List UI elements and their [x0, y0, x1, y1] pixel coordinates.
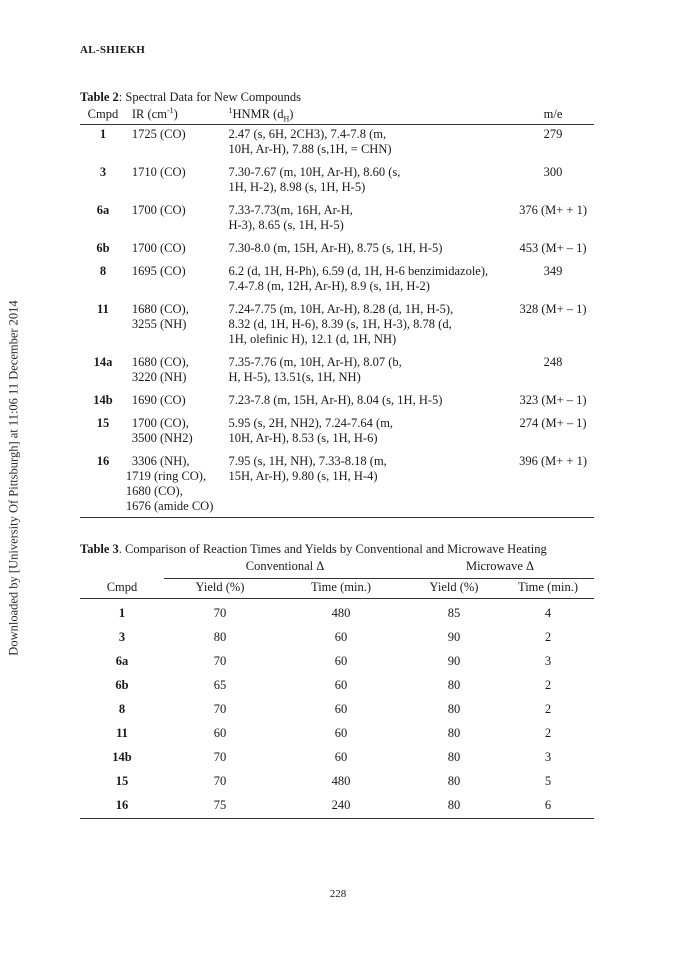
hnmr-header-close: ) — [289, 107, 294, 121]
table3-row — [80, 674, 594, 698]
cell-conv-time: 60 — [334, 630, 348, 644]
running-head: AL-SHIEKH — [80, 44, 146, 56]
hnmr-line: 6.2 (d, 1H, H-Ph), 6.59 (d, 1H, H-6 benzimidazole), — [228, 264, 489, 278]
cell-conv-time: 60 — [334, 702, 348, 716]
table2-header-row — [80, 106, 594, 125]
ir-line: 1690 (CO) — [131, 393, 186, 407]
table3-group-row — [80, 558, 594, 579]
ir-line: 1700 (CO), — [131, 416, 189, 430]
cell-conv-yield: 70 — [213, 702, 227, 716]
hnmr-header-text: HNMR (d — [232, 107, 284, 121]
cell-conv-yield: 60 — [213, 726, 227, 740]
cell-mw-yield: 90 — [447, 654, 461, 668]
cell-cmpd: 6a — [115, 654, 129, 668]
ir-line: 1680 (CO), — [125, 484, 183, 498]
cell-cmpd: 6b — [115, 678, 129, 692]
hnmr-line: 7.24-7.75 (m, 10H, Ar-H), 8.28 (d, 1H, H-5), — [228, 302, 454, 316]
table3-header-row — [80, 579, 594, 599]
cell-conv-yield: 75 — [164, 794, 276, 819]
ir-line: 1700 (CO) — [131, 203, 186, 217]
ir-line: 1695 (CO) — [131, 264, 186, 278]
cell-mw-time: 6 — [502, 794, 594, 819]
cell-cmpd: 15 — [115, 774, 129, 788]
cell-hnmr — [224, 302, 512, 355]
table2-caption-label: Table 2 — [80, 90, 119, 104]
hnmr-line: 7.4-7.8 (m, 12H, Ar-H), 8.9 (s, 1H, H-2) — [228, 279, 430, 293]
ir-line: 1680 (CO), — [131, 302, 189, 316]
ir-line: 1680 (CO), — [131, 355, 189, 369]
cell-cmpd: 16 — [80, 454, 126, 518]
cell-cmpd: 15 — [96, 416, 110, 430]
ir-line: 1676 (amide CO) — [125, 499, 214, 513]
col-header-cmpd: Cmpd — [80, 106, 126, 125]
page-number: 228 — [329, 888, 347, 900]
cell-mw-yield: 80 — [447, 678, 461, 692]
cell-hnmr — [224, 203, 512, 241]
cell-me: 376 (M+ + 1) — [519, 203, 587, 217]
cell-mw-time: 2 — [544, 702, 552, 716]
col-header-me: m/e — [512, 106, 594, 125]
cell-conv-time: 60 — [334, 726, 348, 740]
cell-conv-yield: 70 — [213, 654, 227, 668]
group-microwave: Microwave Δ — [406, 558, 594, 579]
table2-row — [80, 454, 594, 518]
cell-mw-time: 3 — [544, 654, 552, 668]
cell-ir — [126, 203, 225, 241]
cell-mw-yield: 90 — [447, 630, 461, 644]
cell-mw-time: 2 — [544, 678, 552, 692]
cell-cmpd: 14b — [112, 750, 132, 764]
cell-conv-yield: 70 — [213, 606, 227, 620]
t3-col-mw-yield: Yield (%) — [406, 579, 502, 599]
cell-hnmr — [224, 264, 512, 302]
table2-row — [80, 355, 594, 393]
hnmr-line: 7.30-7.67 (m, 10H, Ar-H), 8.60 (s, — [228, 165, 401, 179]
table2-caption-text: : Spectral Data for New Compounds — [118, 90, 302, 104]
table3-row — [80, 626, 594, 650]
hnmr-line: 7.33-7.73(m, 16H, Ar-H, — [228, 203, 353, 217]
cell-hnmr — [224, 416, 512, 454]
cell-ir — [126, 125, 225, 166]
cell-mw-yield: 80 — [406, 794, 502, 819]
ir-header-close: ) — [173, 107, 178, 121]
table2-row — [80, 203, 594, 241]
cell-cmpd: 6b — [96, 241, 110, 255]
cell-cmpd: 14a — [93, 355, 113, 369]
hnmr-line: 7.95 (s, 1H, NH), 7.33-8.18 (m, — [228, 454, 387, 468]
ir-line: 1710 (CO) — [131, 165, 186, 179]
group-conventional: Conventional Δ — [164, 558, 406, 579]
cell-ir — [126, 416, 225, 454]
table3-row — [80, 746, 594, 770]
hnmr-line: 7.35-7.76 (m, 10H, Ar-H), 8.07 (b, — [228, 355, 402, 369]
cell-ir — [126, 264, 225, 302]
cell-cmpd: 8 — [99, 264, 107, 278]
t3-col-conv-time: Time (min.) — [276, 579, 406, 599]
table3-row — [80, 770, 594, 794]
table2-row — [80, 165, 594, 203]
cell-hnmr — [224, 165, 512, 203]
table3-row — [80, 722, 594, 746]
cell-me: 453 (M+ – 1) — [519, 241, 587, 255]
ir-line: 3255 (NH) — [131, 317, 187, 331]
table2-row — [80, 393, 594, 416]
table2-caption — [80, 90, 301, 105]
table3-caption-label: Table 3 — [80, 542, 119, 556]
cell-mw-time: 5 — [544, 774, 552, 788]
col-header-hnmr — [224, 106, 512, 125]
hnmr-line: 15H, Ar-H), 9.80 (s, 1H, H-4) — [228, 469, 378, 483]
ir-line: 3306 (NH), — [131, 454, 190, 468]
cell-cmpd: 11 — [97, 302, 109, 316]
table2-row — [80, 241, 594, 264]
table2-body — [80, 125, 594, 518]
cell-hnmr — [224, 355, 512, 393]
cell-conv-yield: 80 — [213, 630, 227, 644]
cell-ir — [126, 241, 225, 264]
ir-line: 3220 (NH) — [131, 370, 187, 384]
table2-row — [80, 125, 594, 166]
cell-cmpd: 3 — [118, 630, 126, 644]
cell-me: 300 — [543, 165, 563, 179]
t3-col-mw-time: Time (min.) — [502, 579, 594, 599]
table2-row — [80, 264, 594, 302]
cell-mw-yield: 80 — [447, 702, 461, 716]
hnmr-line: 1H, olefinic H), 12.1 (d, 1H, NH) — [228, 332, 397, 346]
table3-caption-text: . Comparison of Reaction Times and Yields by Conventional and Microwave Heating — [118, 542, 547, 556]
cell-ir — [126, 393, 225, 416]
cell-conv-time: 480 — [331, 606, 351, 620]
cell-ir — [126, 302, 225, 355]
t3-col-conv-yield: Yield (%) — [164, 579, 276, 599]
hnmr-line: 7.30-8.0 (m, 15H, Ar-H), 8.75 (s, 1H, H-5) — [228, 241, 443, 255]
hnmr-line: 10H, Ar-H), 7.88 (s,1H, = CHN) — [228, 142, 392, 156]
cell-mw-time: 3 — [544, 750, 552, 764]
table3-row — [80, 650, 594, 674]
cell-conv-yield: 70 — [213, 774, 227, 788]
cell-mw-yield: 80 — [447, 774, 461, 788]
cell-me: 323 (M+ – 1) — [519, 393, 587, 407]
cell-mw-yield: 85 — [447, 606, 461, 620]
cell-ir — [126, 454, 225, 518]
hnmr-line: 7.23-7.8 (m, 15H, Ar-H), 8.04 (s, 1H, H-5) — [228, 393, 443, 407]
cell-cmpd: 11 — [116, 726, 128, 740]
cell-conv-time: 240 — [276, 794, 406, 819]
table3-row — [80, 698, 594, 722]
cell-conv-time: 480 — [331, 774, 351, 788]
cell-me: 274 (M+ – 1) — [519, 416, 587, 430]
table3-body — [80, 599, 594, 819]
col-header-ir — [126, 106, 225, 125]
ir-header-sup: -1 — [166, 105, 174, 115]
cell-mw-time: 2 — [544, 726, 552, 740]
table2-row — [80, 302, 594, 355]
cell-me: 248 — [543, 355, 563, 369]
cell-conv-yield: 65 — [213, 678, 227, 692]
cell-ir — [126, 165, 225, 203]
hnmr-line: 10H, Ar-H), 8.53 (s, 1H, H-6) — [228, 431, 378, 445]
table3-caption — [80, 542, 547, 557]
cell-cmpd: 16 — [80, 794, 164, 819]
cell-me: 328 (M+ – 1) — [519, 302, 587, 316]
cell-hnmr — [224, 454, 512, 518]
group-spacer — [80, 558, 164, 579]
cell-me: 279 — [543, 127, 563, 141]
cell-mw-time: 4 — [544, 606, 552, 620]
cell-cmpd: 14b — [93, 393, 113, 407]
hnmr-header-sup: 1 — [228, 105, 233, 115]
cell-conv-time: 60 — [334, 750, 348, 764]
cell-mw-time: 2 — [544, 630, 552, 644]
hnmr-line: H-3), 8.65 (s, 1H, H-5) — [228, 218, 344, 232]
ir-line: 1725 (CO) — [131, 127, 186, 141]
hnmr-line: 8.32 (d, 1H, H-6), 8.39 (s, 1H, H-3), 8.78 (d, — [228, 317, 452, 331]
t3-col-cmpd: Cmpd — [80, 579, 164, 599]
table3-row — [80, 794, 594, 819]
hnmr-line: 1H, H-2), 8.98 (s, 1H, H-5) — [228, 180, 366, 194]
cell-me: 349 — [543, 264, 563, 278]
download-watermark: Downloaded by [University Of Pittsburgh] at 11:06 11 December 2014 — [6, 300, 21, 656]
cell-cmpd: 1 — [99, 127, 107, 141]
cell-hnmr — [224, 125, 512, 166]
cell-conv-time: 60 — [334, 654, 348, 668]
ir-header-text: IR (cm — [131, 107, 167, 121]
ir-line: 3500 (NH2) — [131, 431, 193, 445]
cell-me: 396 (M+ + 1) — [512, 454, 594, 518]
spectral-data-table — [80, 106, 594, 518]
ir-line: 1719 (ring CO), — [125, 469, 207, 483]
ir-line: 1700 (CO) — [131, 241, 186, 255]
cell-cmpd: 1 — [118, 606, 126, 620]
cell-hnmr — [224, 241, 512, 264]
reaction-comparison-table — [80, 558, 594, 819]
hnmr-header-sub: H — [283, 114, 290, 124]
cell-cmpd: 6a — [96, 203, 110, 217]
cell-cmpd: 8 — [118, 702, 126, 716]
hnmr-line: H, H-5), 13.51(s, 1H, NH) — [228, 370, 361, 384]
cell-mw-yield: 80 — [447, 726, 461, 740]
hnmr-line: 2.47 (s, 6H, 2CH3), 7.4-7.8 (m, — [228, 127, 387, 141]
hnmr-line: 5.95 (s, 2H, NH2), 7.24-7.64 (m, — [228, 416, 394, 430]
cell-ir — [126, 355, 225, 393]
cell-cmpd: 3 — [99, 165, 107, 179]
cell-conv-yield: 70 — [213, 750, 227, 764]
cell-hnmr — [224, 393, 512, 416]
table3-row — [80, 599, 594, 627]
table2-row — [80, 416, 594, 454]
cell-conv-time: 60 — [334, 678, 348, 692]
cell-mw-yield: 80 — [447, 750, 461, 764]
